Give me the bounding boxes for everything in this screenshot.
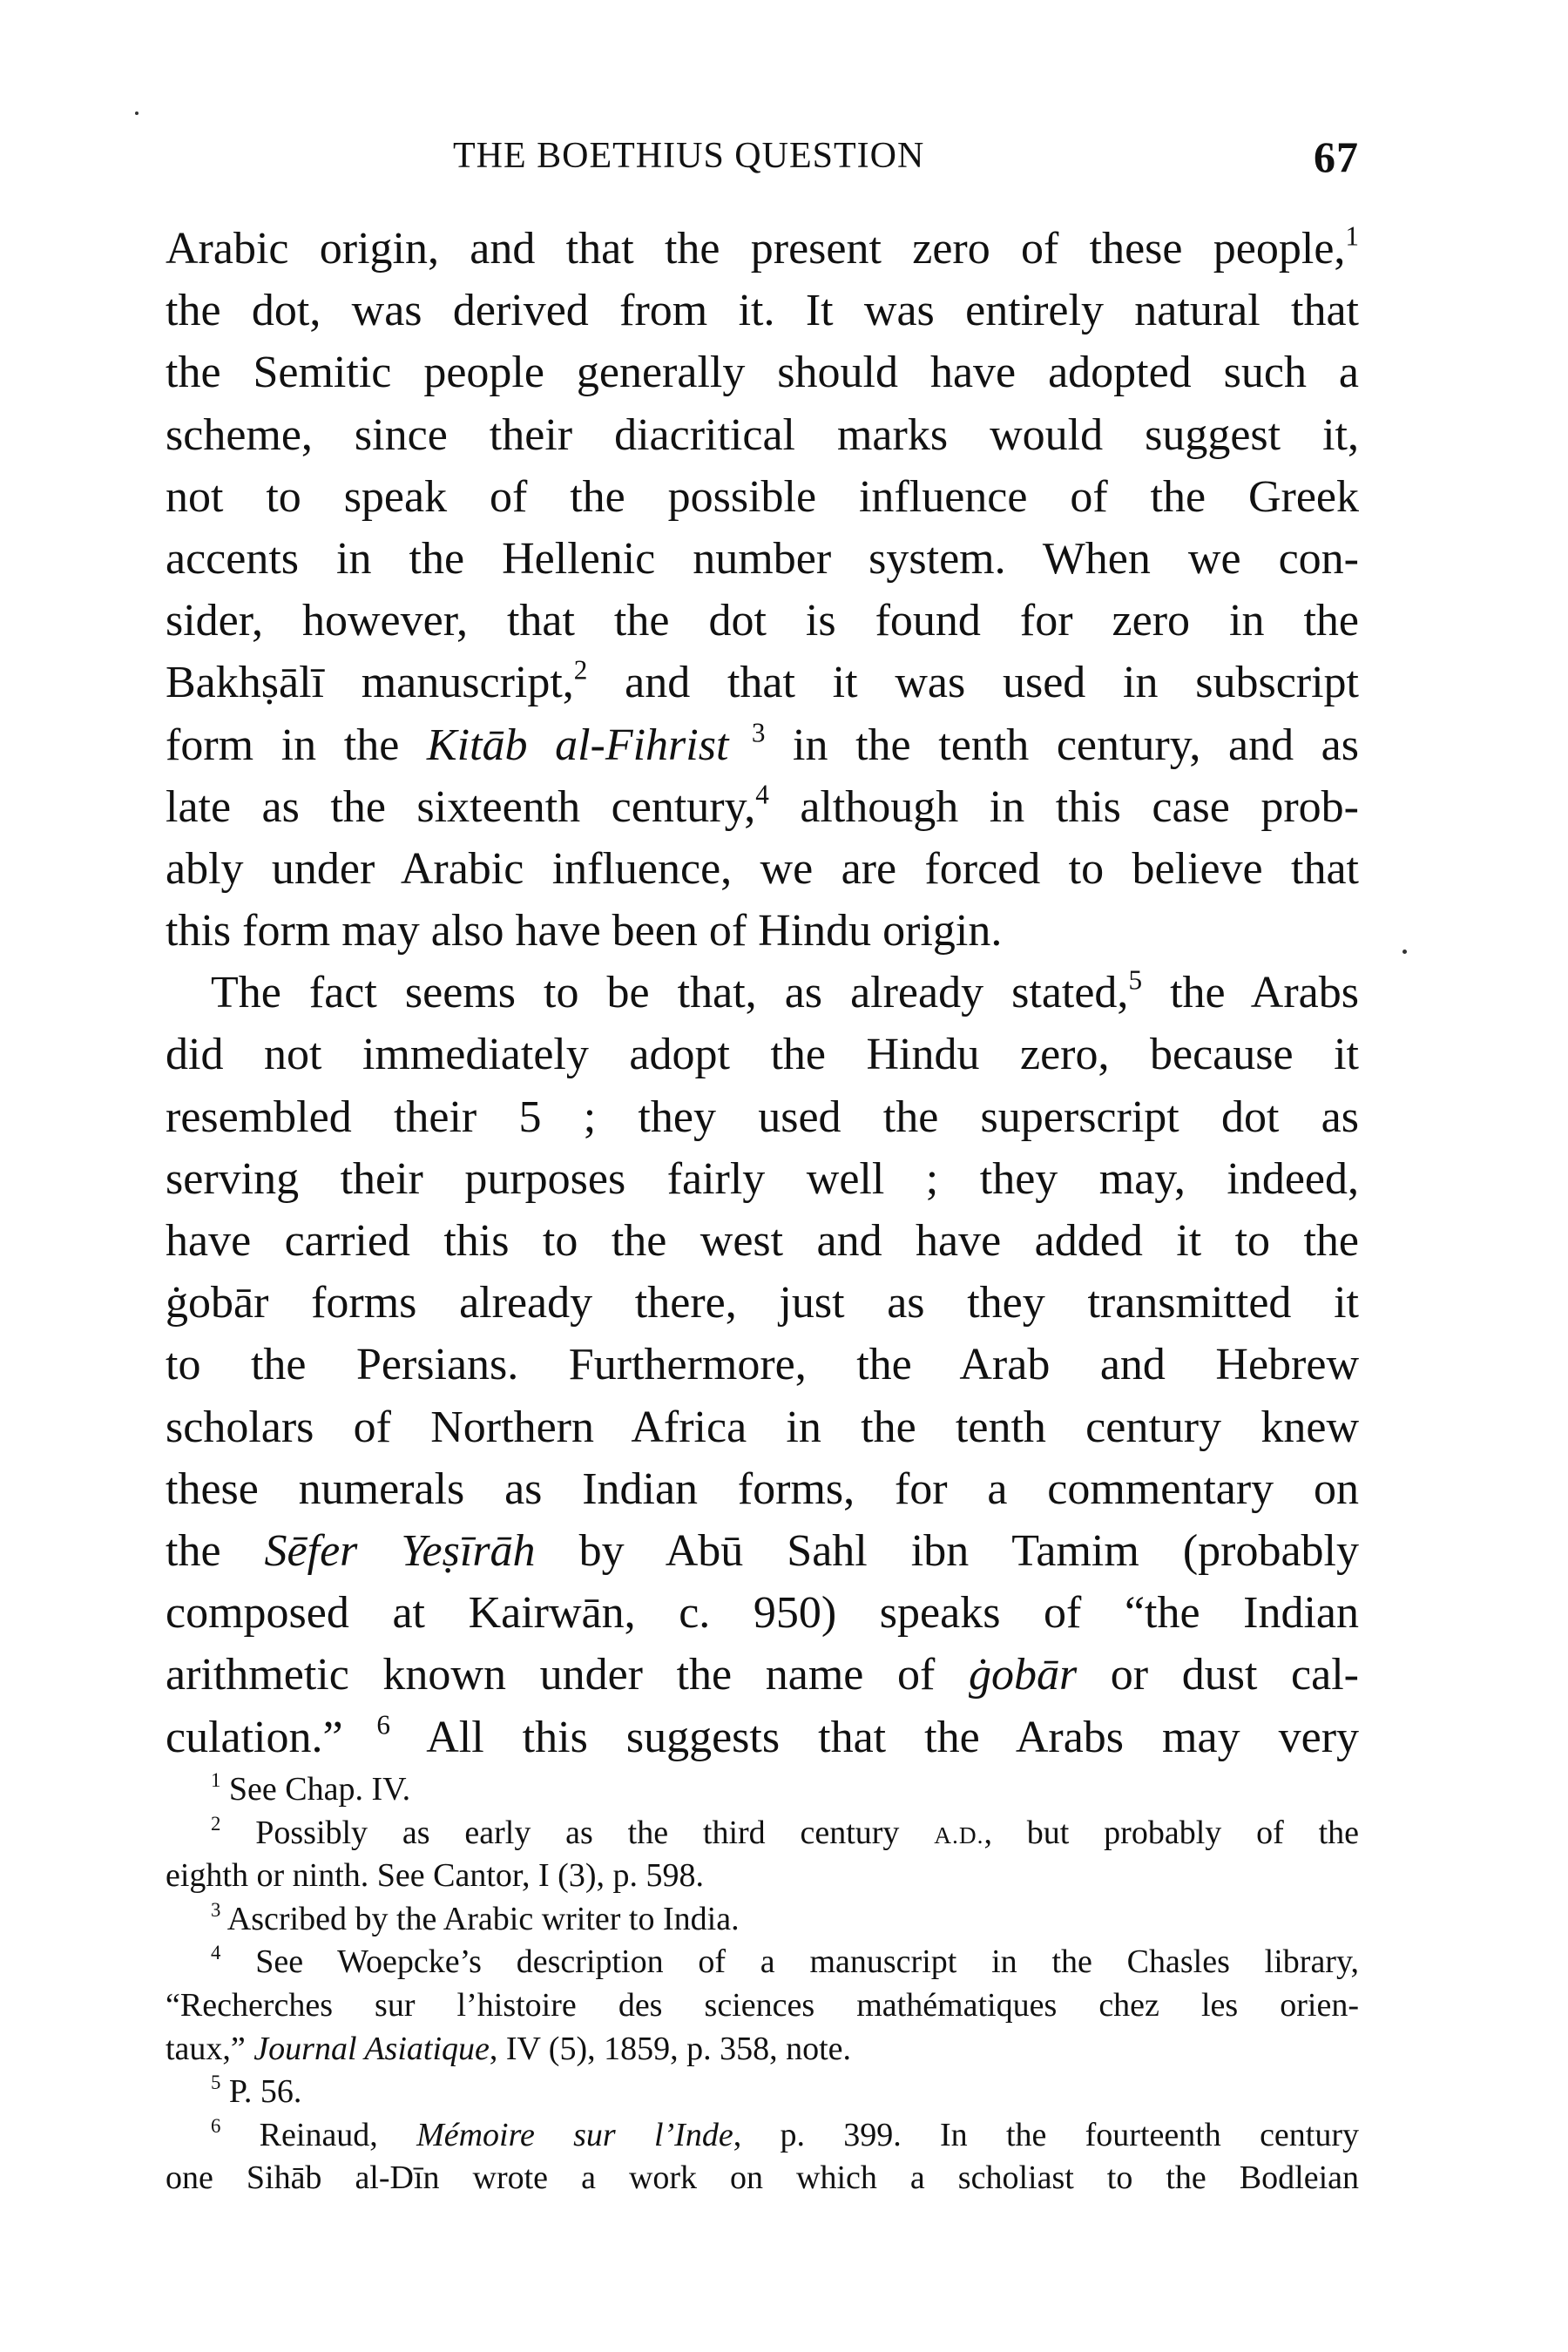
italic-text: Sēfer Yeṣīrāh [264, 1525, 536, 1576]
scan-speck [135, 112, 139, 115]
text-line [166, 280, 1359, 341]
text-run: scheme, since their diacritical marks would suggest it, [166, 409, 1359, 460]
footnote-line [166, 2028, 1359, 2072]
text-run: late as the sixteenth century, [166, 781, 756, 832]
text-run: not to speak of the possible influence of the Greek [166, 471, 1359, 522]
text-line [166, 900, 1359, 962]
text-line [166, 962, 1359, 1024]
text-run: the Arabs [1142, 968, 1359, 1018]
text-run: have carried this to the west and have added it to the [166, 1216, 1359, 1266]
text-run: by Abū Sahl ibn Tamim (probably [535, 1525, 1359, 1576]
footnote-line [166, 1941, 1359, 1984]
text-run: form in the [166, 720, 427, 770]
footnote-reference: 3 [728, 717, 766, 748]
footnote-reference: 6 [342, 1709, 391, 1740]
italic-text: Kitāb al-Fihrist [426, 720, 729, 770]
footnote-reference: 5 [211, 2072, 221, 2094]
footnote-line [166, 1768, 1359, 1812]
text-run: P. 56. [220, 2073, 302, 2111]
running-header [166, 132, 1359, 187]
footnote-reference: 3 [211, 1898, 221, 1921]
text-run: ġobār forms already there, just as they transmitted it [166, 1278, 1359, 1328]
text-run: serving their purposes fairly well ; they may, indeed, [166, 1153, 1359, 1204]
italic-text: Journal Asiatique [253, 2030, 490, 2067]
text-run: Possibly as early as the third century [220, 1814, 935, 1851]
text-run: scholars of Northern Africa in the tenth century knew [166, 1402, 1359, 1452]
text-line [166, 1520, 1359, 1582]
footnote-line [166, 1812, 1359, 1855]
footnote-line [166, 2071, 1359, 2114]
text-line [166, 1272, 1359, 1334]
text-run: See Woepcke’s description of a manuscript in the Chasles library, [220, 1943, 1359, 1981]
footnote-line [166, 1855, 1359, 1898]
text-run: taux,” [166, 2030, 254, 2067]
text-run: , IV (5), 1859, p. 358, note. [489, 2030, 852, 2067]
text-run: sider, however, that the dot is found for zero in the [166, 596, 1359, 646]
text-line [166, 466, 1359, 528]
text-run: resembled their 5 ; they used the superscript dot as [166, 1092, 1359, 1142]
body-text [166, 218, 1359, 1768]
footnote-line [166, 2157, 1359, 2200]
footnote-line [166, 2114, 1359, 2158]
italic-text: Mémoire sur l’Inde [416, 2116, 733, 2153]
scan-speck [1402, 950, 1407, 954]
text-line [166, 1024, 1359, 1085]
footnote-reference: 4 [755, 779, 769, 810]
running-title: THE BOETHIUS QUESTION [453, 136, 925, 176]
text-run: and that it was used in subscript [587, 658, 1359, 708]
text-run: composed at Kairwān, c. 950) speaks of “the Indian [166, 1588, 1359, 1639]
text-run: The fact seems to be that, as already stated, [211, 968, 1129, 1018]
text-run: A.D. [934, 1821, 984, 1848]
text-run: accents in the Hellenic number system. When we con- [166, 533, 1359, 584]
footnote-reference: 2 [211, 1812, 221, 1835]
footnote-line [166, 1984, 1359, 2028]
text-line [166, 1334, 1359, 1396]
text-line [166, 776, 1359, 838]
text-run: the dot, was derived from it. It was entirely natural that [166, 286, 1359, 336]
text-run: Arabic origin, and that the present zero of these people, [166, 224, 1346, 274]
text-line [166, 218, 1359, 280]
text-run: Bakhṣālī manuscript, [166, 658, 574, 708]
text-run: All this suggests that the Arabs may very [390, 1712, 1360, 1762]
page-number: 67 [1314, 132, 1359, 181]
text-run: , but probably of the [983, 1814, 1360, 1851]
text-run: Reinaud, [220, 2116, 417, 2153]
footnote-line [166, 1898, 1359, 1942]
text-line [166, 1644, 1359, 1706]
text-line [166, 838, 1359, 900]
footnote-reference: 2 [573, 655, 588, 686]
text-line [166, 590, 1359, 652]
text-line [166, 1148, 1359, 1210]
text-line [166, 404, 1359, 466]
text-run: this form may also have been of Hindu origin. [166, 906, 1003, 956]
text-run: although in this case prob- [768, 781, 1360, 832]
text-run: did not immediately adopt the Hindu zero, because it [166, 1030, 1359, 1080]
text-line [166, 1458, 1359, 1520]
text-line [166, 652, 1359, 713]
text-run: “Recherches sur l’histoire des sciences mathématiques chez les orien- [166, 1986, 1359, 2024]
text-run: in the tenth century, and as [765, 720, 1359, 770]
text-run: arithmetic known under the name of [166, 1650, 969, 1700]
footnote-reference: 1 [211, 1769, 221, 1792]
text-line [166, 714, 1359, 776]
text-run: , p. 399. In the fourteenth century [733, 2116, 1360, 2153]
footnote-reference: 6 [211, 2114, 221, 2137]
text-run: to the Persians. Furthermore, the Arab and Hebrew [166, 1340, 1359, 1390]
footnote-reference: 5 [1128, 964, 1143, 996]
footnote-reference: 4 [211, 1942, 221, 1964]
italic-text: ġobār [968, 1650, 1078, 1700]
footnote-reference: 1 [1345, 220, 1359, 252]
text-run: one Sihāb al-Dīn wrote a work on which a scholiast to the Bodleian [166, 2159, 1359, 2197]
text-run: the [166, 1525, 265, 1576]
text-run: or dust cal- [1077, 1650, 1359, 1700]
text-line [166, 528, 1359, 590]
text-line [166, 1582, 1359, 1644]
text-run: the Semitic people generally should have adopted such a [166, 348, 1359, 398]
text-line [166, 1210, 1359, 1272]
text-run: culation.” [166, 1712, 343, 1762]
text-line [166, 1707, 1359, 1768]
footnotes [166, 1768, 1359, 2200]
text-line [166, 1086, 1359, 1148]
text-run: ably under Arabic influence, we are forced to believe that [166, 843, 1359, 894]
text-run: See Chap. IV. [220, 1771, 411, 1808]
text-run: these numerals as Indian forms, for a commentary on [166, 1463, 1359, 1514]
text-run: Ascribed by the Arabic writer to India. [220, 1900, 740, 1937]
text-line [166, 341, 1359, 403]
text-run: eighth or ninth. See Cantor, I (3), p. 598. [166, 1857, 704, 1895]
text-line [166, 1396, 1359, 1458]
